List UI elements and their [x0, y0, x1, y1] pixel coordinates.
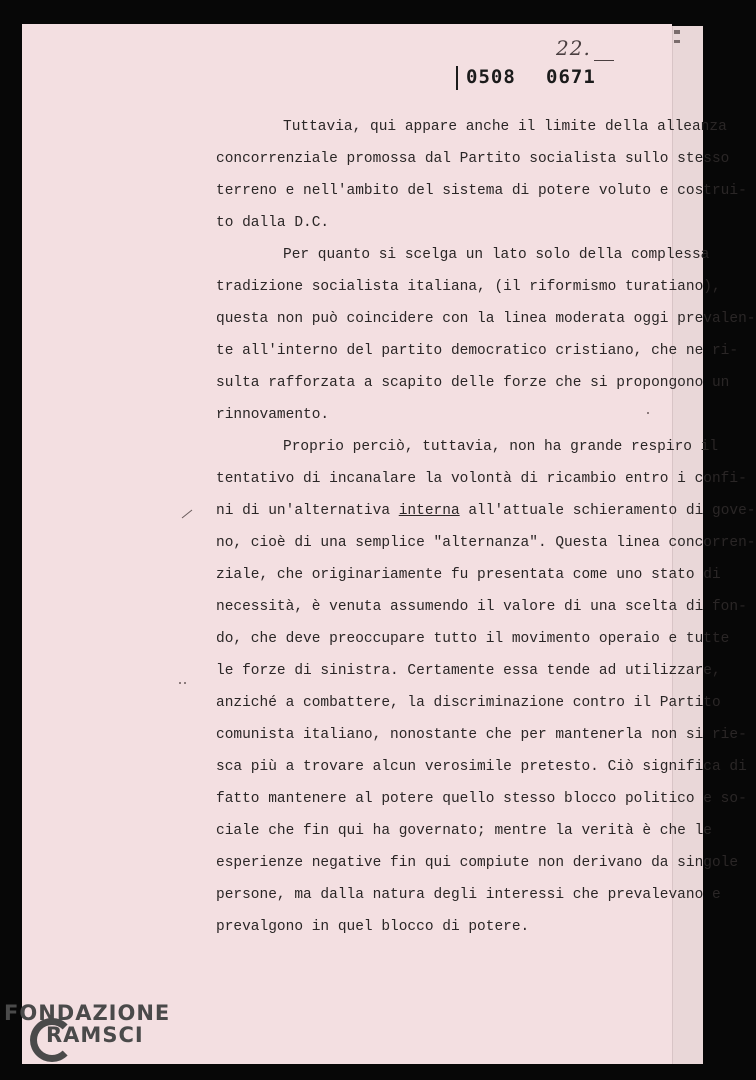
text-line: le forze di sinistra. Certamente essa tende ad utilizzare,	[216, 663, 721, 679]
archive-stamp-left: 0508	[466, 66, 516, 88]
handwritten-dash	[594, 60, 614, 61]
edge-mark	[674, 40, 680, 43]
margin-dot-mark	[645, 410, 651, 416]
text-line: no, cioè di una semplice "alternanza". Questa linea concorren-	[216, 535, 756, 551]
text-line: comunista italiano, nonostante che per mantenerla non si rie-	[216, 727, 747, 743]
archive-stamp-right: 0671	[546, 66, 596, 88]
text-line: persone, ma dalla natura degli interessi che prevalevano e	[216, 887, 721, 903]
text-line: questa non può coincidere con la linea moderata oggi prevalen-	[216, 311, 756, 327]
text-line: Tuttavia, qui appare anche il limite della alleanza	[283, 119, 727, 135]
text-line: prevalgono in quel blocco di potere.	[216, 919, 530, 935]
underlined-word: interna	[398, 503, 460, 519]
stamp-bar	[456, 66, 458, 90]
watermark-logo	[4, 1002, 170, 1046]
text-segment: all'attuale schieramento di gove-	[459, 503, 756, 519]
text-line: necessità, è venuta assumendo il valore di una scelta di fon-	[216, 599, 747, 615]
text-line: sulta rafforzata a scapito delle forze che si propongono un	[216, 375, 730, 391]
text-line: sca più a trovare alcun verosimile pretesto. Ciò significa di	[216, 759, 747, 775]
text-line: Per quanto si scelga un lato solo della complessa	[283, 247, 710, 263]
watermark-line1: FONDAZIONE	[4, 1001, 171, 1025]
text-line: do, che deve preoccupare tutto il movimento operaio e tutte	[216, 631, 730, 647]
text-line: Proprio perciò, tuttavia, non ha grande respiro il	[283, 439, 719, 455]
text-line: concorrenziale promossa dal Partito socialista sullo stesso	[216, 151, 730, 167]
text-line: ciale che fin qui ha governato; mentre la verità è che le	[216, 823, 712, 839]
text-line: tradizione socialista italiana, (il riformismo turatiano),	[216, 279, 721, 295]
text-line: tentativo di incanalare la volontà di ricambio entro i confi-	[216, 471, 747, 487]
text-line: to dalla D.C.	[216, 215, 330, 231]
text-line: ziale, che originariamente fu presentata come uno stato di	[216, 567, 721, 583]
text-line: te all'interno del partito democratico cristiano, che ne ri-	[216, 343, 739, 359]
text-line: rinnovamento.	[216, 407, 330, 423]
margin-tick-mark	[180, 508, 194, 520]
text-line-with-emphasis	[216, 504, 756, 519]
text-segment: ni di un'alternativa	[216, 503, 399, 519]
text-line: esperienze negative fin qui compiute non derivano da singole	[216, 855, 739, 871]
text-line: anziché a combattere, la discriminazione contro il Partito	[216, 695, 721, 711]
handwritten-page-number: 22.	[556, 36, 591, 60]
edge-mark	[674, 30, 680, 34]
text-line: fatto mantenere al potere quello stesso blocco politico e so-	[216, 791, 747, 807]
text-line: terreno e nell'ambito del sistema di potere voluto e costrui-	[216, 183, 747, 199]
margin-dots-mark	[178, 680, 188, 686]
watermark-line2: RAMSCI	[46, 1023, 144, 1047]
